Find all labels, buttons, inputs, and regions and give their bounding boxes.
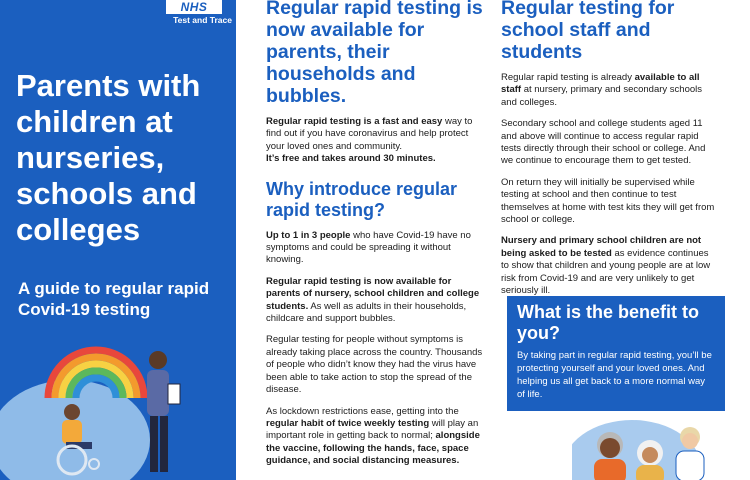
staff-text-rest: at nursery, primary and secondary schools and colleges. [501, 84, 702, 108]
section-heading-availability: Regular rapid testing is now available for parents, their households and bubbles. [266, 0, 483, 107]
lockdown-bold-1: regular habit of twice weekly testing [266, 417, 430, 429]
benefit-text: By taking part in regular rapid testing, you’ll be protecting yourself and your loved ones. And helping us all get back to a more normal way of life. [517, 350, 712, 400]
why-text-2: As well as adults in their households, childcare and support bubbles. [266, 300, 467, 325]
children-bold: Nursery and primary school children are not being asked to be tested [501, 235, 702, 259]
intro-bold: Regular rapid testing is a fast and easy [266, 116, 443, 127]
testing-available-column [266, 0, 484, 468]
staff-text-start: Regular rapid testing is already [501, 72, 635, 83]
section-heading-why: Why introduce regular rapid testing? [266, 178, 458, 220]
nhs-logo-subtitle: Test and Trace [173, 15, 232, 25]
lockdown-bold-2: alongside the vaccine, following the hands, face, space guidance, and social distancing measures. [266, 430, 480, 467]
page-subtitle: A guide to regular rapid Covid-19 testing [18, 279, 210, 319]
staff-paragraph-2: Secondary school and college students aged 11 and above will continue to access regular rapid tests directly through their school or college. And we continue to encourage them to get tested. [501, 118, 706, 167]
lockdown-text-mid: will play an important role in getting back to normal; [266, 417, 479, 442]
why-paragraph-2 [266, 276, 484, 326]
staff-paragraph-4 [501, 235, 719, 297]
parent-figure [147, 351, 180, 472]
intro-text: way to find out if you have coronavirus and help protect your loved ones and community. [266, 116, 473, 152]
school-staff-column [501, 0, 719, 298]
why-text-1: who have Covid-19 have no symptoms and could be spreading it without knowing. [266, 229, 471, 266]
why-bold-1: Up to 1 in 3 people [266, 229, 351, 241]
family-group-illustration [572, 415, 750, 480]
children-text: as evidence continues to show that children and young people are at low risk from Covid-19 and are very unlikely to get seriously ill. [501, 247, 711, 297]
lockdown-text-start: As lockdown restrictions ease, getting into the [266, 405, 459, 417]
family-illustration [0, 330, 236, 480]
page-title: Parents with children at nurseries, schools and colleges [16, 68, 201, 247]
why-paragraph-4 [266, 406, 484, 468]
woman-figure [636, 440, 664, 480]
staff-paragraph-3: On return they will initially be supervised while testing at school and then continue to test themselves at home with test kits they will get from school or college. [501, 176, 715, 226]
benefit-heading: What is the benefit to you? [517, 302, 699, 343]
intro-bold-free: It’s free and takes around 30 minutes. [266, 153, 436, 165]
benefit-callout [507, 296, 725, 411]
section-heading-staff: Regular testing for school staff and students [501, 0, 675, 63]
why-paragraph-1 [266, 230, 484, 267]
why-paragraph-3: Regular testing for people without symptoms is already taking place across the country. Thousands of people who didn’t know they had the virus have been able to take action to stop the spread of the disease. [266, 334, 483, 396]
staff-bold: available to all staff [501, 72, 700, 96]
why-bold-2: Regular rapid testing is now available for parents of nursery, school children and college students. [266, 275, 480, 312]
staff-paragraph-1 [501, 72, 719, 109]
nhs-logo: NHS [166, 0, 222, 14]
intro-paragraph [266, 116, 484, 166]
cover-panel [0, 0, 236, 480]
